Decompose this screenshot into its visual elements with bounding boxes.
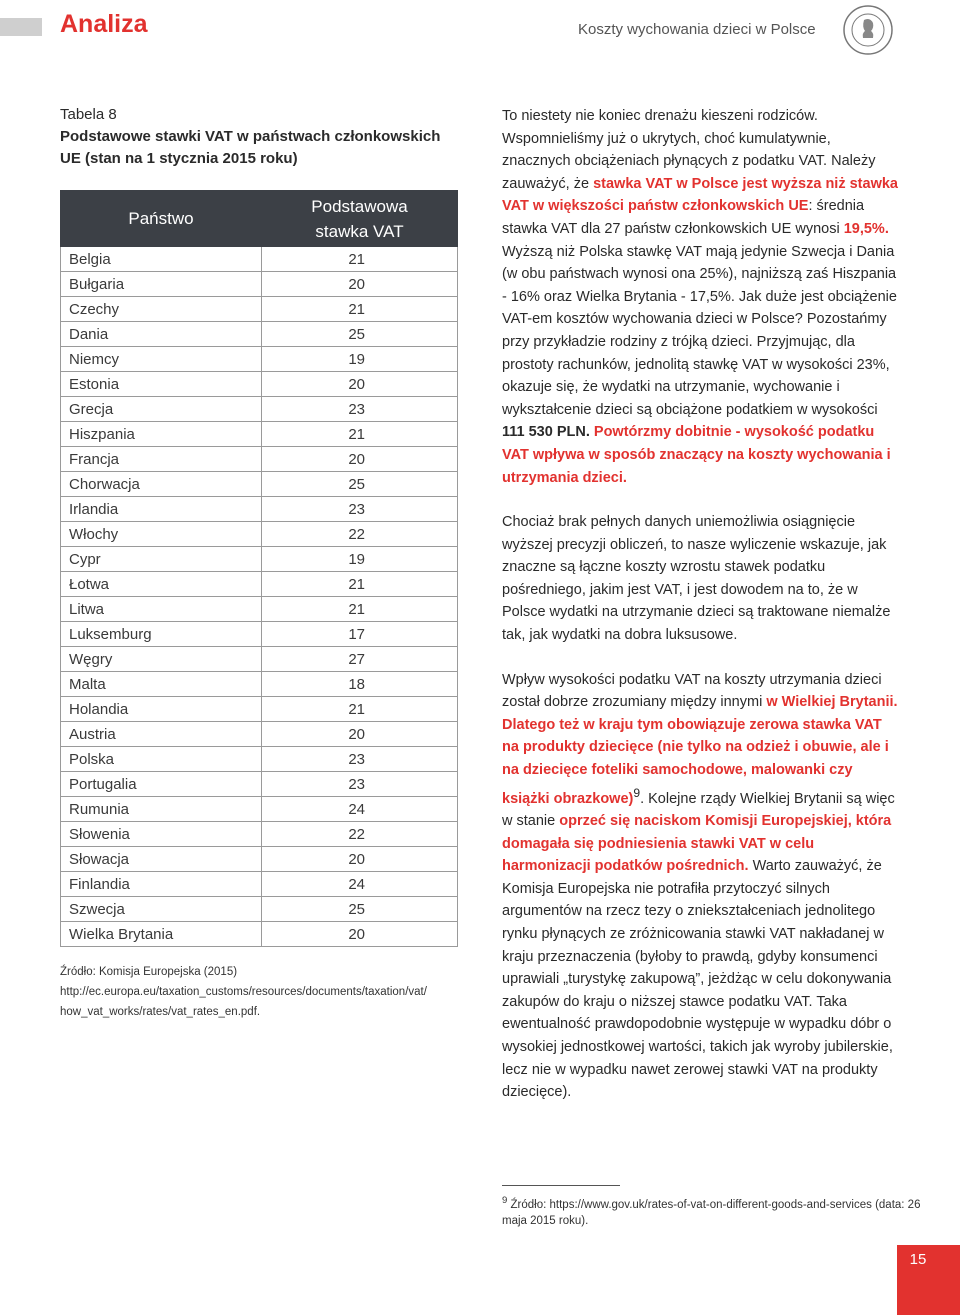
rate-cell: 20 <box>262 922 458 947</box>
table-label: Tabela 8 <box>60 106 117 123</box>
country-cell: Grecja <box>61 397 262 422</box>
table-row <box>61 822 458 847</box>
highlighted-text: Dlatego też w kraju tym obowiązuje zerowa stawka VAT na produkty dziecięce (nie tylko na odzież i obuwie, ale i na dziecięce foteliki samochodowe, malowanki czy książki obrazkowe) <box>502 716 889 807</box>
country-cell: Portugalia <box>61 772 262 797</box>
footnote-reference: 9 <box>633 785 641 800</box>
paragraph <box>502 669 902 1104</box>
country-cell: Dania <box>61 322 262 347</box>
country-cell: Węgry <box>61 647 262 672</box>
country-cell: Słowenia <box>61 822 262 847</box>
rate-cell: 17 <box>262 622 458 647</box>
rate-cell: 24 <box>262 872 458 897</box>
rate-cell: 20 <box>262 447 458 472</box>
country-cell: Niemcy <box>61 347 262 372</box>
rate-cell: 19 <box>262 347 458 372</box>
rate-cell: 21 <box>262 297 458 322</box>
table-row <box>61 372 458 397</box>
table-row <box>61 397 458 422</box>
table-row <box>61 322 458 347</box>
country-cell: Cypr <box>61 547 262 572</box>
rate-cell: 20 <box>262 847 458 872</box>
table-row <box>61 472 458 497</box>
document-subtitle: Koszty wychowania dzieci w Polsce <box>578 21 816 38</box>
rate-cell: 20 <box>262 272 458 297</box>
table-row <box>61 647 458 672</box>
table-caption <box>60 104 460 170</box>
table-row <box>61 872 458 897</box>
rate-cell: 23 <box>262 747 458 772</box>
page-number: 15 <box>909 1251 927 1268</box>
country-cell: Irlandia <box>61 497 262 522</box>
table-row <box>61 797 458 822</box>
table-row <box>61 922 458 947</box>
text-segment: 111 530 PLN. <box>502 424 590 441</box>
rate-cell: 20 <box>262 722 458 747</box>
rate-cell: 20 <box>262 372 458 397</box>
column-header-country: Państwo <box>61 191 262 247</box>
table-row <box>61 422 458 447</box>
rate-cell: 22 <box>262 822 458 847</box>
country-cell: Litwa <box>61 597 262 622</box>
table-row <box>61 572 458 597</box>
rate-cell: 25 <box>262 472 458 497</box>
country-cell: Chorwacja <box>61 472 262 497</box>
rate-cell: 21 <box>262 422 458 447</box>
footnote <box>502 1193 922 1229</box>
text-segment: . Kolejne rządy Wielkiej Brytanii są więc w stanie <box>502 790 895 830</box>
table-row <box>61 897 458 922</box>
table-row <box>61 247 458 272</box>
rate-cell: 21 <box>262 597 458 622</box>
table-body <box>61 247 458 947</box>
rate-cell: 22 <box>262 522 458 547</box>
column-header-rate-text: Podstawowa stawka VAT <box>311 196 408 241</box>
country-cell: Włochy <box>61 522 262 547</box>
table-row <box>61 672 458 697</box>
text-segment: Warto zauważyć, że Komisja Europejska nie potrafiła przytoczyć silnych argumentów na rzecz tezy o zniekształceniach jednolitego rynku płynących ze zróżnicowania stawki VAT nakładanej w kraju przeznaczenia (byłoby to prawdą, gdyby konsumenci uprawiali „turystykę zakupową”, jeżdżąc w celu dokonywania zakupów do kraju o niższej stawce podatku VAT. Taka ewentualność prawdopodobnie występuje w wypadku dóbr o wysokiej jednostkowej wartości, takich jak wyroby jubilerskie, lecz nie w wypadku nawet zerowej stawki VAT na produkty dziecięce). <box>502 858 893 1101</box>
table-row <box>61 272 458 297</box>
table-row <box>61 747 458 772</box>
country-cell: Polska <box>61 747 262 772</box>
rate-cell: 25 <box>262 897 458 922</box>
country-cell: Wielka Brytania <box>61 922 262 947</box>
highlighted-text: Powtórzmy dobitnie - wysokość podatku VAT wpływa w sposób znaczący na koszty wychowania i utrzymania dzieci. <box>502 424 891 486</box>
header-decoration <box>0 18 42 36</box>
highlighted-text: stawka VAT w Polsce jest wyższa niż stawka VAT w większości państw członkowskich UE <box>502 175 898 215</box>
country-cell: Hiszpania <box>61 422 262 447</box>
rate-cell: 21 <box>262 247 458 272</box>
rate-cell: 23 <box>262 497 458 522</box>
country-cell: Bułgaria <box>61 272 262 297</box>
country-cell: Estonia <box>61 372 262 397</box>
paragraph <box>502 511 902 647</box>
country-cell: Słowacja <box>61 847 262 872</box>
paragraph <box>502 105 902 489</box>
table-row <box>61 547 458 572</box>
source-url-line[interactable]: how_vat_works/rates/vat_rates_en.pdf. <box>60 1006 261 1018</box>
source-line: Źródło: Komisja Europejska (2015) <box>60 966 238 978</box>
column-header-rate <box>262 191 458 247</box>
rate-cell: 21 <box>262 697 458 722</box>
rate-cell: 18 <box>262 672 458 697</box>
country-cell: Luksemburg <box>61 622 262 647</box>
country-cell: Austria <box>61 722 262 747</box>
country-cell: Czechy <box>61 297 262 322</box>
footnote-text: Źródło: https://www.gov.uk/rates-of-vat-on-different-goods-and-services (data: 26 maja 2015 roku). <box>502 1198 921 1227</box>
highlighted-text: 19,5%. <box>843 220 889 237</box>
country-cell: Malta <box>61 672 262 697</box>
highlighted-text: oprzeć się naciskom Komisji Europejskiej, która domagała się podniesienia stawki VAT w celu harmonizacji podatków pośrednich. <box>502 813 892 875</box>
page-number-box <box>897 1245 960 1315</box>
text-segment: Wpływ wysokości podatku VAT na koszty utrzymania dzieci został dobrze zrozumiany między innymi <box>502 671 882 711</box>
rate-cell: 23 <box>262 772 458 797</box>
table-row <box>61 622 458 647</box>
table-source <box>60 962 470 1022</box>
body-text <box>502 105 902 1126</box>
table-row <box>61 597 458 622</box>
section-title: Analiza <box>60 10 148 38</box>
rate-cell: 24 <box>262 797 458 822</box>
institute-logo-icon <box>842 4 894 56</box>
highlighted-text: w Wielkiej Brytanii. <box>766 694 898 711</box>
rate-cell: 21 <box>262 572 458 597</box>
rate-cell: 23 <box>262 397 458 422</box>
source-url-line[interactable]: http://ec.europa.eu/taxation_customs/resources/documents/taxation/vat/ <box>60 986 427 998</box>
country-cell: Francja <box>61 447 262 472</box>
table-title: Podstawowe stawki VAT w państwach członkowskich UE (stan na 1 stycznia 2015 roku) <box>60 128 441 167</box>
table-row <box>61 347 458 372</box>
rate-cell: 27 <box>262 647 458 672</box>
text-segment: Wyższą niż Polska stawkę VAT mają jedynie Szwecja i Dania (w obu państwach wynosi ona 25%), najniższą zaś Hiszpania - 16% oraz Wielka Brytania - 17,5%. Jak duże jest obciążenie VAT-em kosztów wychowania dzieci w Polsce? Pozostańmy przy przykładzie rodziny z trójką dzieci. Przyjmując, dla prostoty rachunków, jednolitą stawkę VAT w wysokości 23%, okazuje się, że wydatki na utrzymanie, wychowanie i wykształcenie dzieci są obciążone podatkiem w wysokości <box>502 243 897 418</box>
table-row <box>61 297 458 322</box>
text-segment: To niestety nie koniec drenażu kieszeni rodziców. Wspomnieliśmy już o ukrytych, choć kumulatywnie, znacznych obciążeniach płynących z podatku VAT. Należy zauważyć, że <box>502 108 876 192</box>
table-row <box>61 847 458 872</box>
table-row <box>61 697 458 722</box>
rate-cell: 25 <box>262 322 458 347</box>
table-row <box>61 522 458 547</box>
country-cell: Belgia <box>61 247 262 272</box>
footnote-number: 9 <box>502 1195 508 1206</box>
text-segment: Chociaż brak pełnych danych uniemożliwia osiągnięcie wyższej precyzji obliczeń, to nasze wyliczenie wskazuje, jak znaczne są łączne koszty wzrostu stawek podatku pośredniego, jakim jest VAT, i jest dowodem na to, że w Polsce wydatki na utrzymanie dzieci są traktowane niemalże tak, jak wydatki na dobra luksusowe. <box>502 514 891 644</box>
country-cell: Szwecja <box>61 897 262 922</box>
table-row <box>61 447 458 472</box>
vat-rates-table <box>60 190 458 947</box>
table-row <box>61 772 458 797</box>
table-row <box>61 722 458 747</box>
rate-cell: 19 <box>262 547 458 572</box>
country-cell: Finlandia <box>61 872 262 897</box>
country-cell: Łotwa <box>61 572 262 597</box>
footnote-divider <box>502 1185 620 1186</box>
country-cell: Holandia <box>61 697 262 722</box>
table-row <box>61 497 458 522</box>
text-segment: : średnia stawka VAT dla 27 państw członkowskich UE wynosi <box>502 198 865 237</box>
country-cell: Rumunia <box>61 797 262 822</box>
